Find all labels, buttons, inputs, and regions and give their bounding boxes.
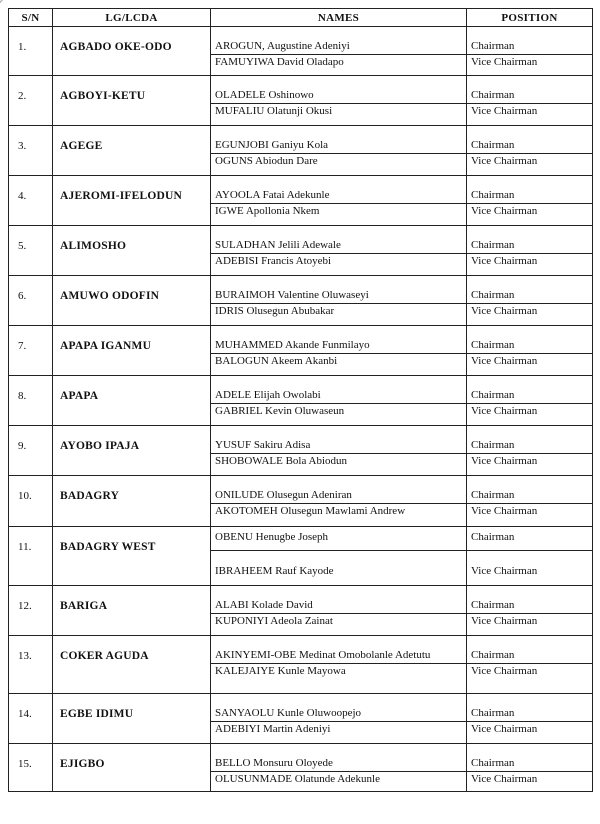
row-name-vice-chairman: OLUSUNMADE Olatunde Adekunle (215, 773, 380, 785)
row-lg-lcda: AGBOYI-KETU (53, 76, 211, 126)
row-position-cell (467, 176, 593, 226)
row-position-chairman: Chairman (467, 598, 592, 614)
row-name-cell (211, 476, 467, 527)
row-name-vice-chairman: BALOGUN Akeem Akanbi (215, 355, 338, 367)
row-name-cell (211, 527, 467, 586)
row-position-cell (467, 226, 593, 276)
row-name-chairman: OLADELE Oshinowo (211, 88, 466, 104)
row-name-vice-chairman: FAMUYIWA David Oladapo (215, 56, 344, 68)
row-name-chairman: AYOOLA Fatai Adekunle (211, 188, 466, 204)
row-name-vice-chairman: GABRIEL Kevin Oluwaseun (215, 405, 345, 417)
row-name-cell (211, 426, 467, 476)
row-position-cell (467, 694, 593, 744)
row-name-cell (211, 376, 467, 426)
header-position: POSITION (467, 9, 593, 27)
row-sn: 11. (9, 527, 53, 586)
row-position-vice-chairman: Vice Chairman (471, 205, 538, 217)
row-position-chairman: Chairman (467, 438, 592, 454)
row-name-vice-chairman: KUPONIYI Adeola Zainat (215, 615, 333, 627)
table-row (9, 376, 593, 426)
row-position-vice-chairman: Vice Chairman (471, 665, 538, 677)
row-name-chairman: EGUNJOBI Ganiyu Kola (211, 138, 466, 154)
row-position-vice-chairman: Vice Chairman (471, 773, 538, 785)
row-position-cell (467, 527, 593, 586)
row-name-cell (211, 586, 467, 636)
header-row (9, 9, 593, 27)
row-sn: 8. (9, 376, 53, 426)
officials-table (8, 8, 593, 792)
row-position-chairman: Chairman (467, 338, 592, 354)
row-lg-lcda: APAPA IGANMU (53, 326, 211, 376)
row-sn: 2. (9, 76, 53, 126)
row-name-chairman: YUSUF Sakiru Adisa (211, 438, 466, 454)
row-sn: 7. (9, 326, 53, 376)
row-name-vice-chairman: MUFALIU Olatunji Okusi (215, 105, 333, 117)
row-name-chairman: AKINYEMI-OBE Medinat Omobolanle Adetutu (211, 648, 466, 664)
row-lg-lcda: BADAGRY (53, 476, 211, 527)
row-position-vice-chairman: Vice Chairman (471, 723, 538, 735)
row-name-chairman: MUHAMMED Akande Funmilayo (211, 338, 466, 354)
row-sn: 5. (9, 226, 53, 276)
row-sn: 9. (9, 426, 53, 476)
header-sn: S/N (9, 9, 53, 27)
row-position-cell (467, 27, 593, 76)
row-name-cell (211, 276, 467, 326)
row-name-vice-chairman: ADEBISI Francis Atoyebi (215, 255, 332, 267)
row-name-chairman: SULADHAN Jelili Adewale (211, 238, 466, 254)
row-lg-lcda: EJIGBO (53, 744, 211, 792)
table-row (9, 527, 593, 586)
row-position-chairman: Chairman (467, 138, 592, 154)
row-position-vice-chairman: Vice Chairman (471, 355, 538, 367)
row-name-vice-chairman: IGWE Apollonia Nkem (215, 205, 320, 217)
table-row (9, 126, 593, 176)
row-lg-lcda: AYOBO IPAJA (53, 426, 211, 476)
row-position-cell (467, 326, 593, 376)
row-name-vice-chairman: KALEJAIYE Kunle Mayowa (215, 665, 346, 677)
table-row (9, 226, 593, 276)
table-row (9, 636, 593, 694)
row-name-cell (211, 744, 467, 792)
row-position-cell (467, 376, 593, 426)
row-lg-lcda: AJEROMI-IFELODUN (53, 176, 211, 226)
row-position-chairman: Chairman (467, 188, 592, 204)
row-sn: 4. (9, 176, 53, 226)
row-position-cell (467, 76, 593, 126)
header-names: NAMES (211, 9, 467, 27)
row-sn: 6. (9, 276, 53, 326)
row-sn: 15. (9, 744, 53, 792)
row-name-chairman: BELLO Monsuru Oloyede (211, 756, 466, 772)
row-name-vice-chairman: OGUNS Abiodun Dare (215, 155, 318, 167)
row-position-cell (467, 586, 593, 636)
row-sn: 3. (9, 126, 53, 176)
table-row (9, 476, 593, 527)
row-name-chairman: ONILUDE Olusegun Adeniran (211, 488, 466, 504)
row-position-vice-chairman: Vice Chairman (471, 565, 538, 577)
row-position-cell (467, 636, 593, 694)
row-name-vice-chairman: IDRIS Olusegun Abubakar (215, 305, 335, 317)
row-name-vice-chairman: SHOBOWALE Bola Abiodun (215, 455, 347, 467)
header-lg: LG/LCDA (53, 9, 211, 27)
row-position-vice-chairman: Vice Chairman (471, 255, 538, 267)
row-name-chairman: ADELE Elijah Owolabi (211, 388, 466, 404)
row-lg-lcda: APAPA (53, 376, 211, 426)
table-row (9, 744, 593, 792)
row-position-chairman: Chairman (467, 388, 592, 404)
row-position-cell (467, 126, 593, 176)
row-position-chairman: Chairman (467, 706, 592, 722)
table-row (9, 27, 593, 76)
table-row (9, 694, 593, 744)
row-lg-lcda: EGBE IDIMU (53, 694, 211, 744)
row-name-vice-chairman: ADEBIYI Martin Adeniyi (215, 723, 331, 735)
row-lg-lcda: ALIMOSHO (53, 226, 211, 276)
row-sn: 1. (9, 27, 53, 76)
table-row (9, 276, 593, 326)
row-name-cell (211, 76, 467, 126)
row-name-cell (211, 176, 467, 226)
row-position-vice-chairman: Vice Chairman (471, 615, 538, 627)
row-name-chairman: ALABI Kolade David (211, 598, 466, 614)
row-position-vice-chairman: Vice Chairman (471, 305, 538, 317)
row-sn: 12. (9, 586, 53, 636)
row-name-chairman: BURAIMOH Valentine Oluwaseyi (211, 288, 466, 304)
row-position-chairman: Chairman (467, 88, 592, 104)
row-sn: 10. (9, 476, 53, 527)
table-row (9, 326, 593, 376)
row-lg-lcda: AGBADO OKE-ODO (53, 27, 211, 76)
row-name-vice-chairman: AKOTOMEH Olusegun Mawlami Andrew (215, 505, 406, 517)
table-row (9, 586, 593, 636)
row-position-vice-chairman: Vice Chairman (471, 105, 538, 117)
row-position-chairman: Chairman (467, 648, 592, 664)
row-name-chairman: OBENU Henugbe Joseph (211, 530, 466, 551)
row-position-vice-chairman: Vice Chairman (471, 155, 538, 167)
row-position-vice-chairman: Vice Chairman (471, 56, 538, 68)
row-sn: 14. (9, 694, 53, 744)
row-position-chairman: Chairman (467, 488, 592, 504)
row-lg-lcda: BADAGRY WEST (53, 527, 211, 586)
table-body (9, 27, 593, 792)
row-name-chairman: SANYAOLU Kunle Oluwoopejo (211, 706, 466, 722)
row-position-cell (467, 744, 593, 792)
row-name-vice-chairman: IBRAHEEM Rauf Kayode (215, 565, 334, 577)
row-position-vice-chairman: Vice Chairman (471, 405, 538, 417)
row-position-chairman: Chairman (467, 39, 592, 55)
row-name-cell (211, 326, 467, 376)
row-lg-lcda: BARIGA (53, 586, 211, 636)
table-row (9, 76, 593, 126)
table-row (9, 176, 593, 226)
row-position-vice-chairman: Vice Chairman (471, 505, 538, 517)
row-position-chairman: Chairman (467, 756, 592, 772)
row-position-cell (467, 276, 593, 326)
row-name-chairman: AROGUN, Augustine Adeniyi (211, 39, 466, 55)
row-lg-lcda: COKER AGUDA (53, 636, 211, 694)
row-name-cell (211, 636, 467, 694)
row-position-cell (467, 426, 593, 476)
row-name-cell (211, 226, 467, 276)
row-position-cell (467, 476, 593, 527)
row-lg-lcda: AGEGE (53, 126, 211, 176)
row-position-chairman: Chairman (467, 238, 592, 254)
row-position-chairman: Chairman (467, 288, 592, 304)
row-position-vice-chairman: Vice Chairman (471, 455, 538, 467)
table-row (9, 426, 593, 476)
row-name-cell (211, 126, 467, 176)
row-sn: 13. (9, 636, 53, 694)
row-lg-lcda: AMUWO ODOFIN (53, 276, 211, 326)
corner-mark: ⌜ (0, 0, 4, 8)
row-name-cell (211, 694, 467, 744)
row-name-cell (211, 27, 467, 76)
row-position-chairman: Chairman (467, 530, 592, 551)
